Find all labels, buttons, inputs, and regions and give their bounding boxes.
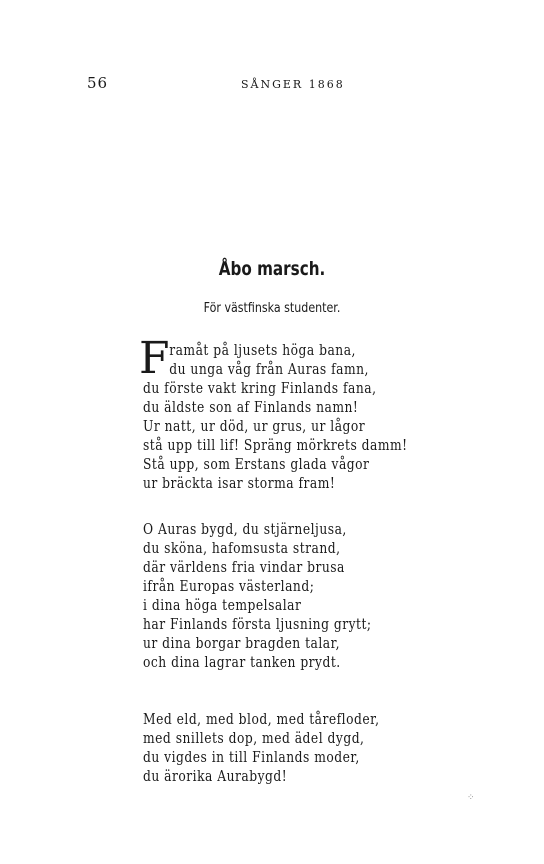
drop-cap: F — [139, 333, 170, 384]
poem-line: du sköna, hafomsusta strand, — [143, 539, 341, 557]
poem-line: har Finlands första ljusning grytt; — [143, 615, 372, 633]
running-head: SÅNGER 1868 — [241, 78, 345, 91]
printer-mark-icon: ⁘ — [467, 793, 475, 803]
poem-line: du förste vakt kring Finlands fana, — [143, 379, 377, 397]
poem-title: Åbo marsch. — [218, 258, 326, 280]
poem-line: Stå upp, som Erstans glada vågor — [143, 455, 370, 473]
poem-line: du ärorika Aurabygd! — [143, 767, 288, 785]
poem-line: ur bräckta isar storma fram! — [143, 474, 336, 492]
poem-line: du unga våg från Auras famn, — [169, 360, 369, 378]
poem-subtitle: För västfinska studenter. — [203, 300, 341, 316]
poem-line: du vigdes in till Finlands moder, — [143, 748, 360, 766]
poem-line: ramåt på ljusets höga bana, — [169, 341, 356, 359]
poem-line: stå upp till lif! Spräng mörkrets damm! — [143, 436, 408, 454]
stanza-3 — [143, 710, 432, 786]
poem-line: där världens fria vindar brusa — [143, 558, 345, 576]
poem-line: Med eld, med blod, med tårefloder, — [143, 710, 380, 728]
poem-line: Ur natt, ur död, ur grus, ur lågor — [143, 417, 366, 435]
poem-line: med snillets dop, med ädel dygd, — [143, 729, 365, 747]
poem-line: och dina lagrar tanken prydt. — [143, 653, 341, 671]
stanza-1 — [139, 333, 466, 493]
poem-line: O Auras bygd, du stjärneljusa, — [143, 520, 347, 538]
poem-line: ifrån Europas västerland; — [143, 577, 315, 595]
page-number: 56 — [87, 74, 109, 92]
poem-line: ur dina borgar bragden talar, — [143, 634, 341, 652]
stanza-2 — [143, 520, 422, 672]
poem-line: du äldste son af Finlands namn! — [143, 398, 359, 416]
poem-line: i dina höga tempelsalar — [143, 596, 302, 614]
